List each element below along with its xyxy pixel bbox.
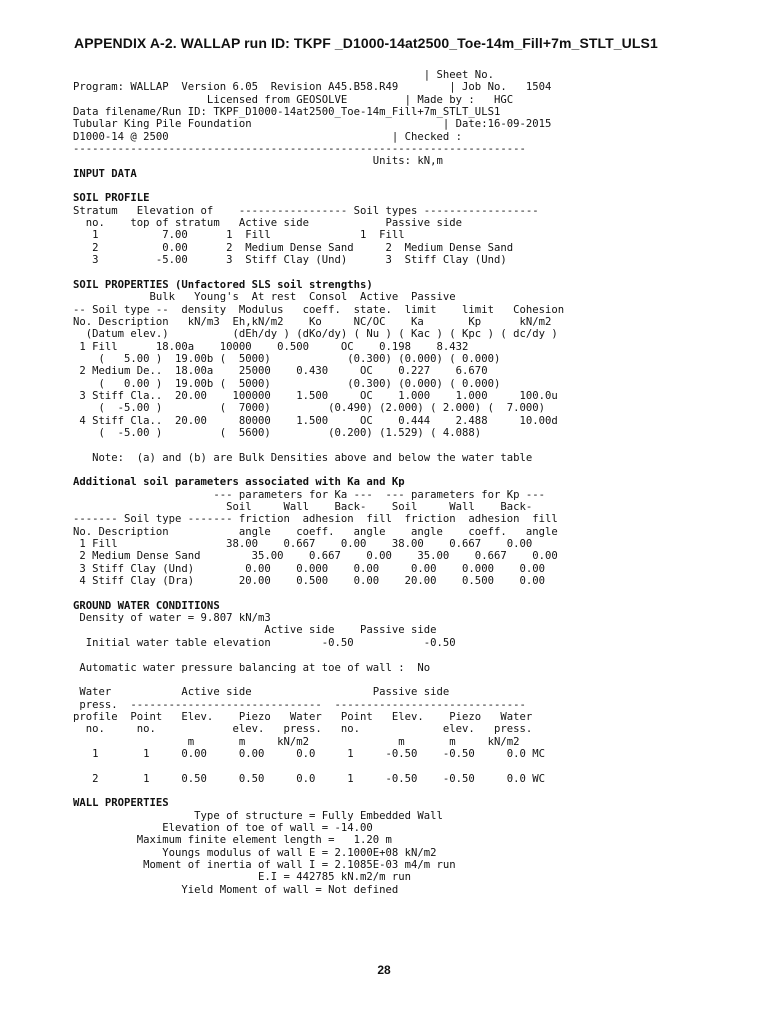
listing-line: m m kN/m2 m m kN/m2 bbox=[73, 735, 520, 748]
listing-line: ( 5.00 ) 19.00b ( 5000) (0.300) (0.000) ( 0.000) bbox=[73, 352, 501, 365]
listing-line: Water Active side Passive side bbox=[73, 686, 450, 699]
listing-line: ( 0.00 ) 19.00b ( 5000) (0.300) (0.000) ( 0.000) bbox=[73, 377, 501, 390]
listing-line: ( -5.00 ) ( 5600) (0.200) (1.529) ( 4.088) bbox=[73, 426, 482, 439]
listing-line: Licensed from GEOSOLVE | Made by : HGC bbox=[73, 93, 514, 106]
listing-line: 4 Stiff Clay (Dra) 20.00 0.500 0.00 20.00 0.500 0.00 bbox=[73, 575, 545, 588]
listing-line: Data filename/Run ID: TKPF_D1000-14at2500_Toe-14m_Fill+7m_STLT_ULS1 bbox=[73, 106, 501, 119]
wallap-output-listing bbox=[73, 69, 564, 896]
listing-line: Automatic water pressure balancing at toe of wall : No bbox=[73, 661, 431, 674]
section-heading: INPUT DATA bbox=[73, 167, 137, 180]
listing-line: ( -5.00 ) ( 7000) (0.490) (2.000) ( 2.000) ( 7.000) bbox=[73, 402, 545, 415]
listing-line: | Sheet No. bbox=[73, 69, 494, 81]
listing-line: -- Soil type -- density Modulus coeff. state. limit limit Cohesion bbox=[73, 303, 565, 316]
listing-line: no. no. elev. press. no. elev. press. bbox=[73, 723, 533, 736]
listing-line: Maximum finite element length = 1.20 m bbox=[73, 834, 392, 847]
listing-line: D1000-14 @ 2500 | Checked : bbox=[73, 130, 463, 143]
section-heading: SOIL PROPERTIES (Unfactored SLS soil strengths) bbox=[73, 278, 373, 291]
listing-line: 2 Medium Dense Sand 35.00 0.667 0.00 35.00 0.667 0.00 bbox=[73, 550, 558, 563]
listing-line: press. ------------------------------ ------------------------------ bbox=[73, 698, 526, 711]
listing-line: 3 Stiff Cla.. 20.00 100000 1.500 OC 1.000 1.000 100.0u bbox=[73, 389, 558, 402]
listing-line: No. Description angle coeff. angle angle coeff. angle bbox=[73, 525, 558, 538]
listing-line: Youngs modulus of wall E = 2.1000E+08 kN/m2 bbox=[73, 846, 437, 859]
listing-line: Elevation of toe of wall = -14.00 bbox=[73, 821, 373, 834]
section-heading: WALL PROPERTIES bbox=[73, 797, 169, 810]
listing-line: 3 Stiff Clay (Und) 0.00 0.000 0.00 0.00 0.000 0.00 bbox=[73, 562, 545, 575]
section-heading: SOIL PROFILE bbox=[73, 192, 150, 205]
appendix-heading: APPENDIX A-2. WALLAP run ID: TKPF _D1000-14at2500_Toe-14m_Fill+7m_STLT_ULS1 bbox=[74, 35, 658, 51]
listing-line: ------- Soil type ------- friction adhesion fill friction adhesion fill bbox=[73, 513, 558, 526]
listing-line: 2 Medium De.. 18.00a 25000 0.430 OC 0.227 6.670 bbox=[73, 365, 488, 378]
listing-line: 4 Stiff Cla.. 20.00 80000 1.500 OC 0.444 2.488 10.00d bbox=[73, 414, 558, 427]
listing-line: Units: kN,m bbox=[73, 155, 443, 168]
section-heading: GROUND WATER CONDITIONS bbox=[73, 599, 220, 612]
listing-line: Tubular King Pile Foundation | Date:16-09-2015 bbox=[73, 118, 552, 131]
listing-line: Initial water table elevation -0.50 -0.50 bbox=[73, 636, 456, 649]
listing-line: E.I = 442785 kN.m2/m run bbox=[73, 871, 412, 884]
listing-line: 1 1 0.00 0.00 0.0 1 -0.50 -0.50 0.0 MC bbox=[73, 747, 545, 760]
listing-line: Density of water = 9.807 kN/m3 bbox=[73, 612, 271, 625]
listing-line: 2 1 0.50 0.50 0.0 1 -0.50 -0.50 0.0 WC bbox=[73, 772, 545, 785]
listing-line: Moment of inertia of wall I = 2.1085E-03 m4/m run bbox=[73, 859, 456, 871]
section-heading: Additional soil parameters associated with Ka and Kp bbox=[73, 476, 405, 489]
listing-line: Bulk Young's At rest Consol Active Passive bbox=[73, 291, 456, 304]
listing-line: Yield Moment of wall = Not defined bbox=[73, 883, 399, 896]
listing-line: Active side Passive side bbox=[73, 624, 437, 637]
listing-line: Soil Wall Back- Soil Wall Back- bbox=[73, 501, 533, 514]
listing-line: no. top of stratum Active side Passive side bbox=[73, 217, 463, 230]
listing-line: 3 -5.00 3 Stiff Clay (Und) 3 Stiff Clay (Und) bbox=[73, 254, 507, 267]
listing-line: Program: WALLAP Version 6.05 Revision A45.B58.R49 | Job No. 1504 bbox=[73, 81, 552, 94]
listing-line: Type of structure = Fully Embedded Wall bbox=[73, 809, 443, 822]
listing-line: 2 0.00 2 Medium Dense Sand 2 Medium Dense Sand bbox=[73, 241, 514, 254]
listing-line: 1 Fill 38.00 0.667 0.00 38.00 0.667 0.00 bbox=[73, 538, 533, 551]
listing-line: profile Point Elev. Piezo Water Point Elev. Piezo Water bbox=[73, 710, 533, 723]
listing-line: ----------------------------------------------------------------------- bbox=[73, 143, 526, 156]
listing-line: --- parameters for Ka --- --- parameters for Kp --- bbox=[73, 488, 545, 501]
listing-line: Stratum Elevation of ----------------- Soil types ------------------ bbox=[73, 204, 539, 217]
page-number: 28 bbox=[377, 963, 391, 977]
listing-line: Note: (a) and (b) are Bulk Densities above and below the water table bbox=[73, 451, 533, 464]
listing-line: 1 7.00 1 Fill 1 Fill bbox=[73, 229, 405, 242]
listing-line: 1 Fill 18.00a 10000 0.500 OC 0.198 8.432 bbox=[73, 340, 469, 353]
listing-line: (Datum elev.) (dEh/dy ) (dKo/dy) ( Nu ) ( Kac ) ( Kpc ) ( dc/dy ) bbox=[73, 328, 558, 341]
listing-line: No. Description kN/m3 Eh,kN/m2 Ko NC/OC Ka Kp kN/m2 bbox=[73, 315, 552, 328]
